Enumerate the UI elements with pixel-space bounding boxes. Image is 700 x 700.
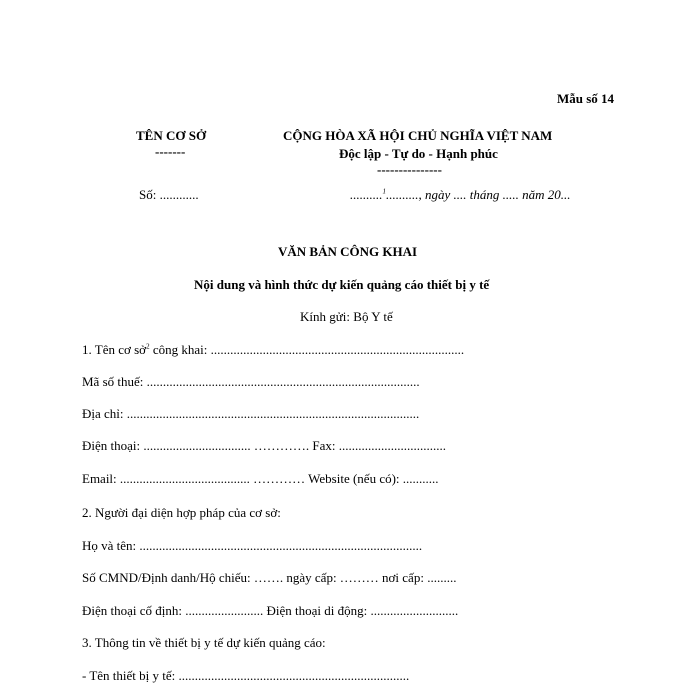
document-number: Số: ............ xyxy=(139,187,199,202)
date-blank: .........., ngày .... tháng ..... năm 20... xyxy=(386,187,571,202)
line-phone-fax: Điện thoại: ................................. …………. Fax: ................................. xyxy=(82,438,446,453)
line-phones: Điện thoại cố định: ........................ Điện thoại di động: ........................... xyxy=(82,603,459,618)
document-title: VĂN BẢN CÔNG KHAI xyxy=(278,244,418,259)
line-address: Địa chỉ: .......................................................................................... xyxy=(82,406,420,421)
country-name: CỘNG HÒA XÃ HỘI CHỦ NGHĨA VIỆT NAM xyxy=(283,128,553,143)
org-name: TÊN CƠ SỞ xyxy=(136,128,207,143)
addressee: Kính gửi: Bộ Y tế xyxy=(300,309,393,324)
national-motto: Độc lập - Tự do - Hạnh phúc xyxy=(339,146,498,161)
date-place xyxy=(350,187,571,203)
footnote-1: 1 xyxy=(382,187,386,196)
line-id-info: Số CMND/Định danh/Hộ chiếu: ……. ngày cấp: ……… nơi cấp: ......... xyxy=(82,570,457,585)
place-blank: .......... xyxy=(350,187,383,202)
motto-divider: --------------- xyxy=(377,162,442,177)
form-number: Mẫu số 14 xyxy=(557,91,615,106)
facility-name-label: 1. Tên cơ sở xyxy=(82,342,147,357)
section-3-heading: 3. Thông tin về thiết bị y tế dự kiến quảng cáo: xyxy=(82,635,326,650)
footnote-2: 2 xyxy=(146,342,150,351)
line-email-website: Email: ........................................ ………… Website (nếu có): ........... xyxy=(82,471,439,486)
document-subtitle: Nội dung và hình thức dự kiến quảng cáo thiết bị y tế xyxy=(194,277,490,292)
section-2-heading: 2. Người đại diện hợp pháp của cơ sở: xyxy=(82,505,281,520)
line-facility-name xyxy=(82,342,464,358)
line-full-name: Họ và tên: ....................................................................................... xyxy=(82,538,423,553)
line-device-name: - Tên thiết bị y tế: ....................................................................... xyxy=(82,668,410,683)
line-tax-code: Mã số thuế: .................................................................................... xyxy=(82,374,420,389)
facility-name-blank: công khai: .............................................................................. xyxy=(149,342,465,357)
org-divider: ------- xyxy=(155,144,186,159)
